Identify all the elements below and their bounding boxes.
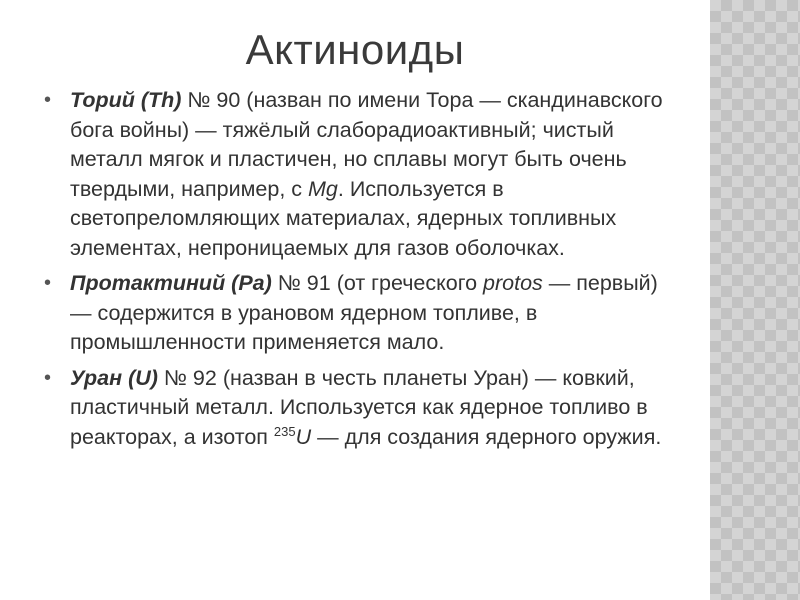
item-italic-text: protos	[483, 271, 543, 295]
isotope-mass-number: 235	[273, 423, 296, 439]
bullet-icon: •	[44, 272, 52, 294]
item-text: № 92 (назван в честь планеты Уран) — ковкий, пластичный металл. Используется как ядерное топливо в реакторах, а изотоп	[70, 365, 648, 449]
list-item-uranium	[44, 364, 674, 453]
item-text: . Используется в светопреломляющих материалах, ядерных топливных элементах, непроницаемых для газов оболочках.	[70, 176, 617, 260]
item-text: № 91 (от греческого	[271, 271, 484, 295]
item-text: — первый) — содержится в урановом ядерном топливе, в промышленности применяется мало.	[70, 271, 658, 354]
list-item-protactinium	[44, 269, 674, 358]
element-name: Торий (Th)	[70, 88, 182, 112]
bullet-icon: •	[44, 366, 52, 389]
item-italic-text: Mg	[308, 176, 338, 201]
list-item-thorium	[44, 86, 674, 263]
item-text: — для создания ядерного оружия.	[311, 424, 662, 449]
bullet-list	[44, 86, 674, 458]
decorative-pattern-strip	[710, 0, 800, 600]
item-italic-text: U	[295, 424, 312, 449]
element-name: Уран (U)	[70, 365, 158, 390]
slide-title: Актиноиды	[245, 26, 465, 73]
item-text: № 90 (назван по имени Тора — скандинавского бога войны) — тяжёлый слаборадиоактивный; чистый металл мягок и пластичен, но сплавы могут быть очень твердыми, например, с	[70, 88, 663, 201]
element-name: Протактиний (Pa)	[70, 271, 272, 295]
bullet-icon: •	[44, 89, 52, 111]
